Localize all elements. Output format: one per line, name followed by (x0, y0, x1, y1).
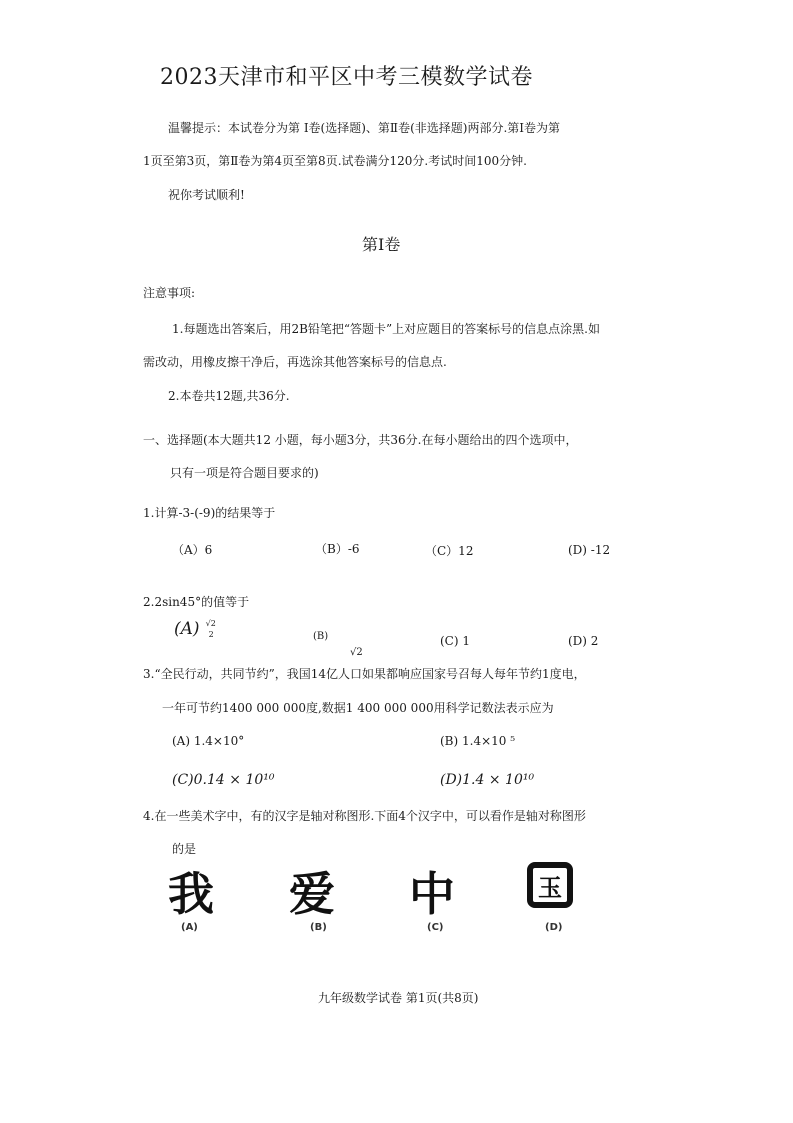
q4-label-d: (D) (545, 922, 563, 933)
part1-line-1: 一、选择题(本大题共12 小题，每小题3分，共36分.在每小题给出的四个选项中， (143, 433, 578, 447)
q2-option-a-numerator: √2 (205, 619, 216, 628)
q3-option-a: (A) 1.4×10° (172, 734, 245, 748)
page-footer: 九年级数学试卷 第1页(共8页) (318, 991, 479, 1005)
tips-line-1: 温馨提示：本试卷分为第 Ⅰ卷(选择题)、第Ⅱ卷(非选择题)两部分.第Ⅰ卷为第 (168, 121, 560, 135)
q3-option-b: (B) 1.4×10 ⁵ (440, 734, 516, 748)
q2-option-a-denominator: 2 (208, 630, 214, 639)
section-title: 第Ⅰ卷 (362, 235, 401, 254)
q4-char-b: 爱 (289, 867, 335, 921)
exam-title: 2023天津市和平区中考三模数学试卷 (160, 65, 533, 90)
q1-option-d: (D) -12 (568, 543, 611, 557)
q2-option-a (174, 619, 219, 641)
q2-option-a-label: (A) (174, 619, 200, 639)
q3-line-1: 3.“全民行动，共同节约”，我国14亿人口如果都响应国家号召每人每年节约1度电， (143, 667, 586, 681)
q4-char-d (527, 862, 573, 908)
q4-line-2: 的是 (172, 842, 197, 856)
note-2: 2.本卷共12题,共36分. (168, 389, 290, 403)
q2-option-b-label: (B) (313, 631, 329, 642)
q1-option-a: （A）6 (172, 543, 213, 557)
q3-option-d: (D)1.4 × 10¹⁰ (440, 772, 535, 788)
q4-char-c: 中 (409, 867, 455, 921)
q1-option-b: （B）-6 (315, 542, 360, 556)
q3-line-2: 一年可节约1400 000 000度,数据1 400 000 000用科学记数法表示应为 (162, 701, 554, 715)
q2-stem: 2.2sin45°的值等于 (143, 595, 250, 609)
q4-label-b: (B) (310, 922, 327, 933)
tips-line-3: 祝你考试顺利! (168, 188, 245, 202)
note-1-line-2: 需改动，用橡皮擦干净后，再选涂其他答案标号的信息点. (143, 355, 447, 369)
q2-option-d: (D) 2 (568, 634, 599, 648)
q4-label-c: (C) (427, 922, 444, 933)
q2-option-b-sqrt: √2 (350, 647, 363, 658)
q4-label-a: (A) (181, 922, 198, 933)
note-1-line-1: 1.每题选出答案后，用2B铅笔把“答题卡”上对应题目的答案标号的信息点涂黑.如 (172, 322, 600, 336)
q4-line-1: 4.在一些美术字中，有的汉字是轴对称图形.下面4个汉字中，可以看作是轴对称图形 (143, 809, 586, 823)
notes-heading: 注意事项: (143, 286, 196, 300)
q1-stem: 1.计算-3-(-9)的结果等于 (143, 506, 276, 520)
part1-line-2: 只有一项是符合题目要求的) (170, 466, 319, 480)
q2-option-c: (C) 1 (440, 634, 470, 648)
q4-char-d-inner: 玉 (538, 873, 562, 902)
q4-char-a: 我 (168, 867, 214, 921)
q3-option-c: (C)0.14 × 10¹⁰ (172, 772, 275, 788)
q1-option-c: （C）12 (425, 544, 474, 558)
tips-line-2: 1页至第3页，第Ⅱ卷为第4页至第8页.试卷满分120分.考试时间100分钟. (143, 154, 527, 168)
